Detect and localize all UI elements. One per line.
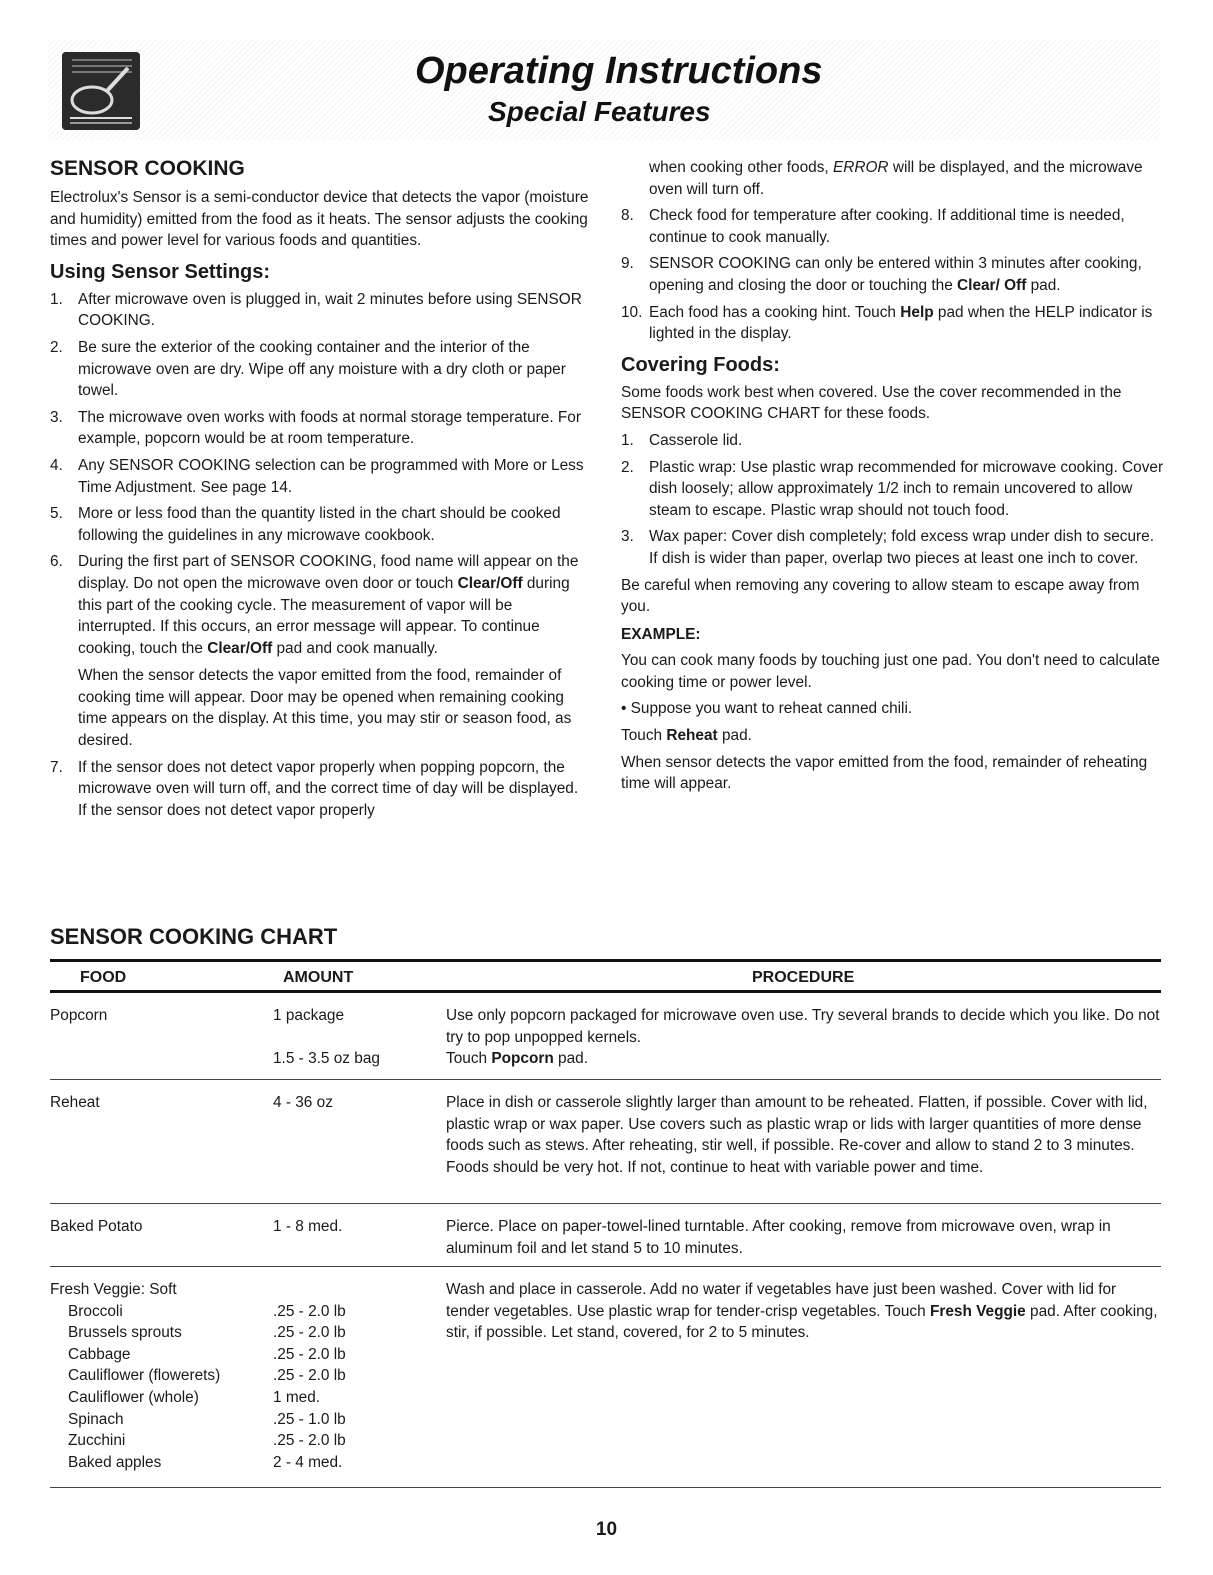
item-number: 10. bbox=[621, 303, 643, 321]
covering-list bbox=[621, 430, 1166, 570]
procedure-text: Touch bbox=[446, 1050, 492, 1068]
amount-cell bbox=[273, 1279, 443, 1473]
amount-value: 1 med. bbox=[273, 1388, 321, 1406]
sensor-cooking-heading: SENSOR COOKING bbox=[50, 157, 245, 180]
amount-value: 2 - 4 med. bbox=[273, 1453, 343, 1471]
item-number: 3. bbox=[50, 408, 63, 426]
table-row bbox=[50, 993, 1161, 1080]
col-header-food: FOOD bbox=[80, 969, 127, 986]
list-item bbox=[621, 457, 1166, 522]
col-header-amount: AMOUNT bbox=[283, 969, 354, 986]
item-text: during this part of the cooking cycle. The measurement of vapor will be interrupted. If this occurs, an error message will appear. To continue cooking, touch the bbox=[78, 574, 570, 657]
covering-intro: Some foods work best when covered. Use the cover recommended in the SENSOR COOKING CHART for these foods. bbox=[621, 383, 1122, 423]
sensor-chart-title: SENSOR COOKING CHART bbox=[50, 924, 338, 949]
col-header-procedure: PROCEDURE bbox=[752, 969, 855, 986]
final-text: When sensor detects the vapor emitted from the food, remainder of reheating time will appear. bbox=[621, 753, 1148, 793]
amount-cell: 1 - 8 med. bbox=[273, 1218, 343, 1235]
procedure-cell: Pierce. Place on paper-towel-lined turntable. After cooking, remove from microwave oven, wrap in aluminum foil and let stand 5 to 10 minutes. bbox=[446, 1218, 1111, 1257]
item-text: pad and cook manually. bbox=[272, 639, 438, 657]
left-column bbox=[50, 156, 590, 826]
oven-logo-icon bbox=[62, 52, 140, 130]
food-group-label: Fresh Veggie: Soft bbox=[50, 1281, 177, 1298]
procedure-text: pad. bbox=[553, 1050, 589, 1068]
item-text: Each food has a cooking hint. Touch bbox=[649, 303, 901, 321]
example-bullet: • Suppose you want to reheat canned chili. bbox=[621, 700, 913, 718]
help-pad-label: Help bbox=[900, 303, 934, 321]
item-text: Casserole lid. bbox=[649, 431, 743, 449]
item-text: when cooking other foods, bbox=[649, 159, 833, 176]
item-number: 8. bbox=[621, 207, 634, 225]
veggie-name: Baked apples bbox=[68, 1453, 162, 1471]
item-text: Wax paper: Cover dish completely; fold excess wrap under dish to secure. If dish is wider than paper, overlap two pieces at least one inch to cover. bbox=[649, 528, 1154, 567]
item-text: pad when the HELP indicator is lighted in the display. bbox=[649, 303, 1153, 343]
touch-reheat-line bbox=[621, 725, 1166, 747]
page-title: Operating Instructions bbox=[415, 50, 823, 92]
table-row bbox=[50, 1267, 1161, 1488]
amount-cell: 4 - 36 oz bbox=[273, 1094, 333, 1111]
sensor-cooking-table bbox=[50, 959, 1161, 1488]
amount-value: .25 - 2.0 lb bbox=[273, 1324, 346, 1342]
reheat-pad-label: Reheat bbox=[666, 727, 718, 745]
list-item bbox=[621, 302, 1166, 345]
amount-cell bbox=[273, 1005, 443, 1069]
item7-continuation bbox=[621, 157, 1166, 200]
item-number: 1. bbox=[50, 290, 63, 308]
item-number: 2. bbox=[621, 458, 634, 476]
procedure-cell bbox=[446, 1279, 1162, 1344]
list-item bbox=[50, 337, 590, 402]
clear-off-pad-label: Clear/Off bbox=[457, 574, 523, 592]
amount-value: .25 - 1.0 lb bbox=[273, 1410, 346, 1428]
item-text: Any SENSOR COOKING selection can be programmed with More or Less Time Adjustment. See page 14. bbox=[78, 456, 584, 496]
amount-value: 1.5 - 3.5 oz bag bbox=[273, 1049, 380, 1067]
item-continuation: When the sensor detects the vapor emitted from the food, remainder of cooking time will appear. Door may be opened when remaining cooking time appears on the display. At this time, you may stir or season food, as desired. bbox=[78, 667, 572, 750]
item-text: Check food for temperature after cooking. If additional time is needed, continue to cook manually. bbox=[649, 207, 1125, 246]
list-item bbox=[621, 253, 1166, 296]
table-row bbox=[50, 1080, 1161, 1204]
sensor-steps-list bbox=[50, 289, 590, 822]
clear-off-pad-label: Clear/Off bbox=[207, 639, 273, 657]
amount-value: 1 package bbox=[273, 1007, 345, 1024]
fresh-veggie-pad-label: Fresh Veggie bbox=[929, 1302, 1026, 1320]
item-number: 4. bbox=[50, 456, 63, 474]
veggie-name: Cabbage bbox=[68, 1345, 131, 1363]
covering-foods-heading: Covering Foods: bbox=[621, 353, 780, 376]
procedure-text: Use only popcorn packaged for microwave oven use. Try several brands to decide which you like. Do not try to pop unpopped kernels. bbox=[446, 1007, 1160, 1046]
list-item bbox=[621, 526, 1166, 569]
example-heading: EXAMPLE: bbox=[621, 625, 701, 643]
food-cell: Reheat bbox=[50, 1094, 100, 1111]
item-number: 5. bbox=[50, 505, 63, 523]
list-item bbox=[50, 455, 590, 498]
veggie-name: Broccoli bbox=[68, 1302, 123, 1320]
item-number: 2. bbox=[50, 338, 63, 356]
procedure-text: pad. After cooking, stir, if possible. Let stand, covered, for 2 to 5 minutes. bbox=[446, 1302, 1158, 1342]
error-word: ERROR bbox=[832, 159, 889, 176]
food-cell: Baked Potato bbox=[50, 1218, 143, 1235]
table-row bbox=[50, 1204, 1161, 1267]
item-text: SENSOR COOKING can only be entered within 3 minutes after cooking, opening and closing the door or touching the bbox=[649, 255, 1142, 294]
procedure-cell bbox=[446, 1005, 1162, 1070]
right-column bbox=[621, 157, 1166, 800]
item-text: Be sure the exterior of the cooking container and the interior of the microwave oven are dry. Wipe off any moisture with a dry cloth or paper towel. bbox=[78, 338, 566, 400]
list-item bbox=[50, 551, 590, 751]
example-text: You can cook many foods by touching just one pad. You don't need to calculate cooking time or power level. bbox=[621, 652, 1160, 691]
list-item bbox=[621, 205, 1166, 248]
list-item bbox=[50, 289, 590, 332]
amount-value: .25 - 2.0 lb bbox=[273, 1345, 346, 1363]
veggie-name: Cauliflower (flowerets) bbox=[68, 1367, 221, 1385]
item-number: 7. bbox=[50, 758, 63, 776]
page-number: 10 bbox=[595, 1519, 618, 1540]
careful-note: Be careful when removing any covering to allow steam to escape away from you. bbox=[621, 576, 1140, 616]
item-text: More or less food than the quantity listed in the chart should be cooked following the guidelines in any microwave cookbook. bbox=[78, 505, 561, 544]
procedure-cell: Place in dish or casserole slightly larger than amount to be reheated. Flatten, if possible. Cover with lid, plastic wrap or wax paper. Use covers such as plastic wrap or lids with larger quantities of more dense foods such as stews. After reheating, stir well, if possible. Re-cover and allow to stand 2 to 3 minutes. Foods should be very hot. If not, continue to heat with variable power and time. bbox=[446, 1094, 1148, 1176]
table-header bbox=[50, 959, 1161, 993]
veggie-name: Spinach bbox=[68, 1410, 124, 1428]
item-text: pad. bbox=[717, 727, 752, 745]
list-item bbox=[50, 407, 590, 450]
veggie-name: Zucchini bbox=[68, 1432, 126, 1450]
clear-off-pad-label: Clear/ Off bbox=[957, 276, 1027, 294]
amount-value: .25 - 2.0 lb bbox=[273, 1367, 346, 1385]
item-text: Touch bbox=[621, 727, 667, 745]
item-text: pad. bbox=[1026, 276, 1061, 294]
item-number: 3. bbox=[621, 528, 634, 546]
procedure-text: Wash and place in casserole. Add no water if vegetables have just been washed. Cover with lid for tender vegetables. Use plastic wrap for tender-crisp vegetables. Touch bbox=[446, 1281, 1117, 1320]
using-sensor-heading: Using Sensor Settings: bbox=[50, 260, 271, 283]
popcorn-pad-label: Popcorn bbox=[491, 1050, 554, 1068]
item-text: The microwave oven works with foods at normal storage temperature. For example, popcorn would be at room temperature. bbox=[78, 408, 581, 448]
item-number: 9. bbox=[621, 255, 634, 273]
page-subtitle: Special Features bbox=[488, 96, 711, 127]
item-text: If the sensor does not detect vapor properly when popping popcorn, the microwave oven will turn off, and the correct time of day will be displayed. If the sensor does not detect vapor properly bbox=[78, 758, 579, 819]
amount-value: .25 - 2.0 lb bbox=[273, 1432, 346, 1450]
item-text: During the first part of SENSOR COOKING, food name will appear on the display. Do not open the microwave oven door or touch bbox=[78, 553, 579, 592]
list-item bbox=[621, 430, 1166, 452]
sensor-steps-list-continued bbox=[621, 205, 1166, 345]
item-text: After microwave oven is plugged in, wait 2 minutes before using SENSOR COOKING. bbox=[78, 290, 582, 330]
item-number: 6. bbox=[50, 553, 63, 571]
sensor-intro: Electrolux's Sensor is a semi-conductor device that detects the vapor (moisture and humidity) emitted from the food as it heats. The sensor adjusts the cooking times and power level for various foods and quantities. bbox=[50, 189, 589, 250]
list-item bbox=[50, 757, 590, 822]
amount-value: .25 - 2.0 lb bbox=[273, 1302, 346, 1320]
veggie-name: Brussels sprouts bbox=[68, 1324, 182, 1342]
list-item bbox=[50, 503, 590, 546]
item-text: Plastic wrap: Use plastic wrap recommended for microwave cooking. Cover dish loosely; allow approximately 1/2 inch to remain uncovered to allow steam to escape. Plastic wrap should not touch food. bbox=[649, 458, 1164, 519]
food-cell bbox=[50, 1279, 270, 1473]
item-number: 1. bbox=[621, 431, 634, 449]
food-cell: Popcorn bbox=[50, 1007, 108, 1024]
veggie-name: Cauliflower (whole) bbox=[68, 1388, 199, 1406]
item-text: will be displayed, and the microwave oven will turn off. bbox=[649, 159, 1143, 198]
